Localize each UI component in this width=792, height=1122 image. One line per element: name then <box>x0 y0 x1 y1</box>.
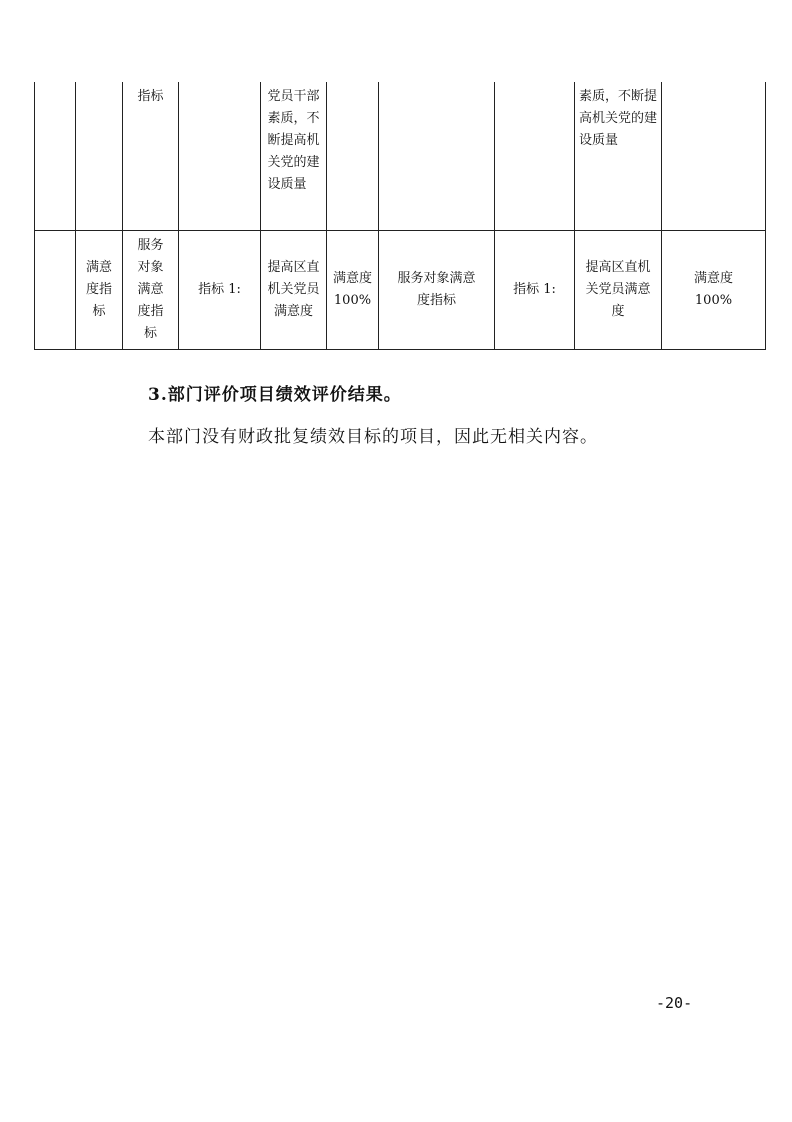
actual-value-text: 满意度 100% <box>693 270 733 308</box>
table-cell <box>662 82 766 230</box>
indicator-label-2-text: 指标 1: <box>513 281 556 297</box>
table-cell <box>575 230 662 349</box>
table-cell <box>261 230 327 349</box>
table-cell <box>327 230 379 349</box>
table-row <box>35 230 766 349</box>
table-cell <box>76 230 123 349</box>
table-row <box>35 82 766 230</box>
table-cell <box>123 230 179 349</box>
actual-description-text: 素质，不断提高机关党的建设质量 <box>579 89 658 148</box>
table-cell <box>495 82 575 230</box>
table-cell <box>179 82 261 230</box>
table-cell <box>76 82 123 230</box>
category-cell-text: 满意度指标 <box>85 259 112 319</box>
table-cell <box>261 82 327 230</box>
indicator-cell-text: 指标 <box>137 89 164 104</box>
performance-table-container <box>34 82 766 350</box>
target-description-text: 党员干部素质，不断提高机关党的建设质量 <box>267 89 320 192</box>
indicator-name-text: 提高区直机关党员满意度 <box>267 259 320 319</box>
section-heading: 3.部门评价项目绩效评价结果。 <box>148 385 402 405</box>
table-cell <box>379 82 495 230</box>
table-cell <box>35 230 76 349</box>
subcategory-2-text: 服务对象满意度指标 <box>397 270 476 308</box>
table-cell <box>179 230 261 349</box>
table-cell <box>495 230 575 349</box>
performance-table <box>34 82 766 350</box>
indicator-label-text: 指标 1: <box>198 281 241 297</box>
section-body-text: 本部门没有财政批复绩效目标的项目，因此无相关内容。 <box>148 427 598 447</box>
subcategory-cell-text: 服务对象满意度指标 <box>137 237 164 341</box>
page-number: -20- <box>656 994 693 1012</box>
table-cell <box>35 82 76 230</box>
table-cell <box>327 82 379 230</box>
table-cell <box>123 82 179 230</box>
table-cell <box>379 230 495 349</box>
indicator-name-2-text: 提高区直机关党员满意度 <box>585 259 651 319</box>
table-cell <box>575 82 662 230</box>
table-cell <box>662 230 766 349</box>
target-value-text: 满意度 100% <box>332 270 372 308</box>
